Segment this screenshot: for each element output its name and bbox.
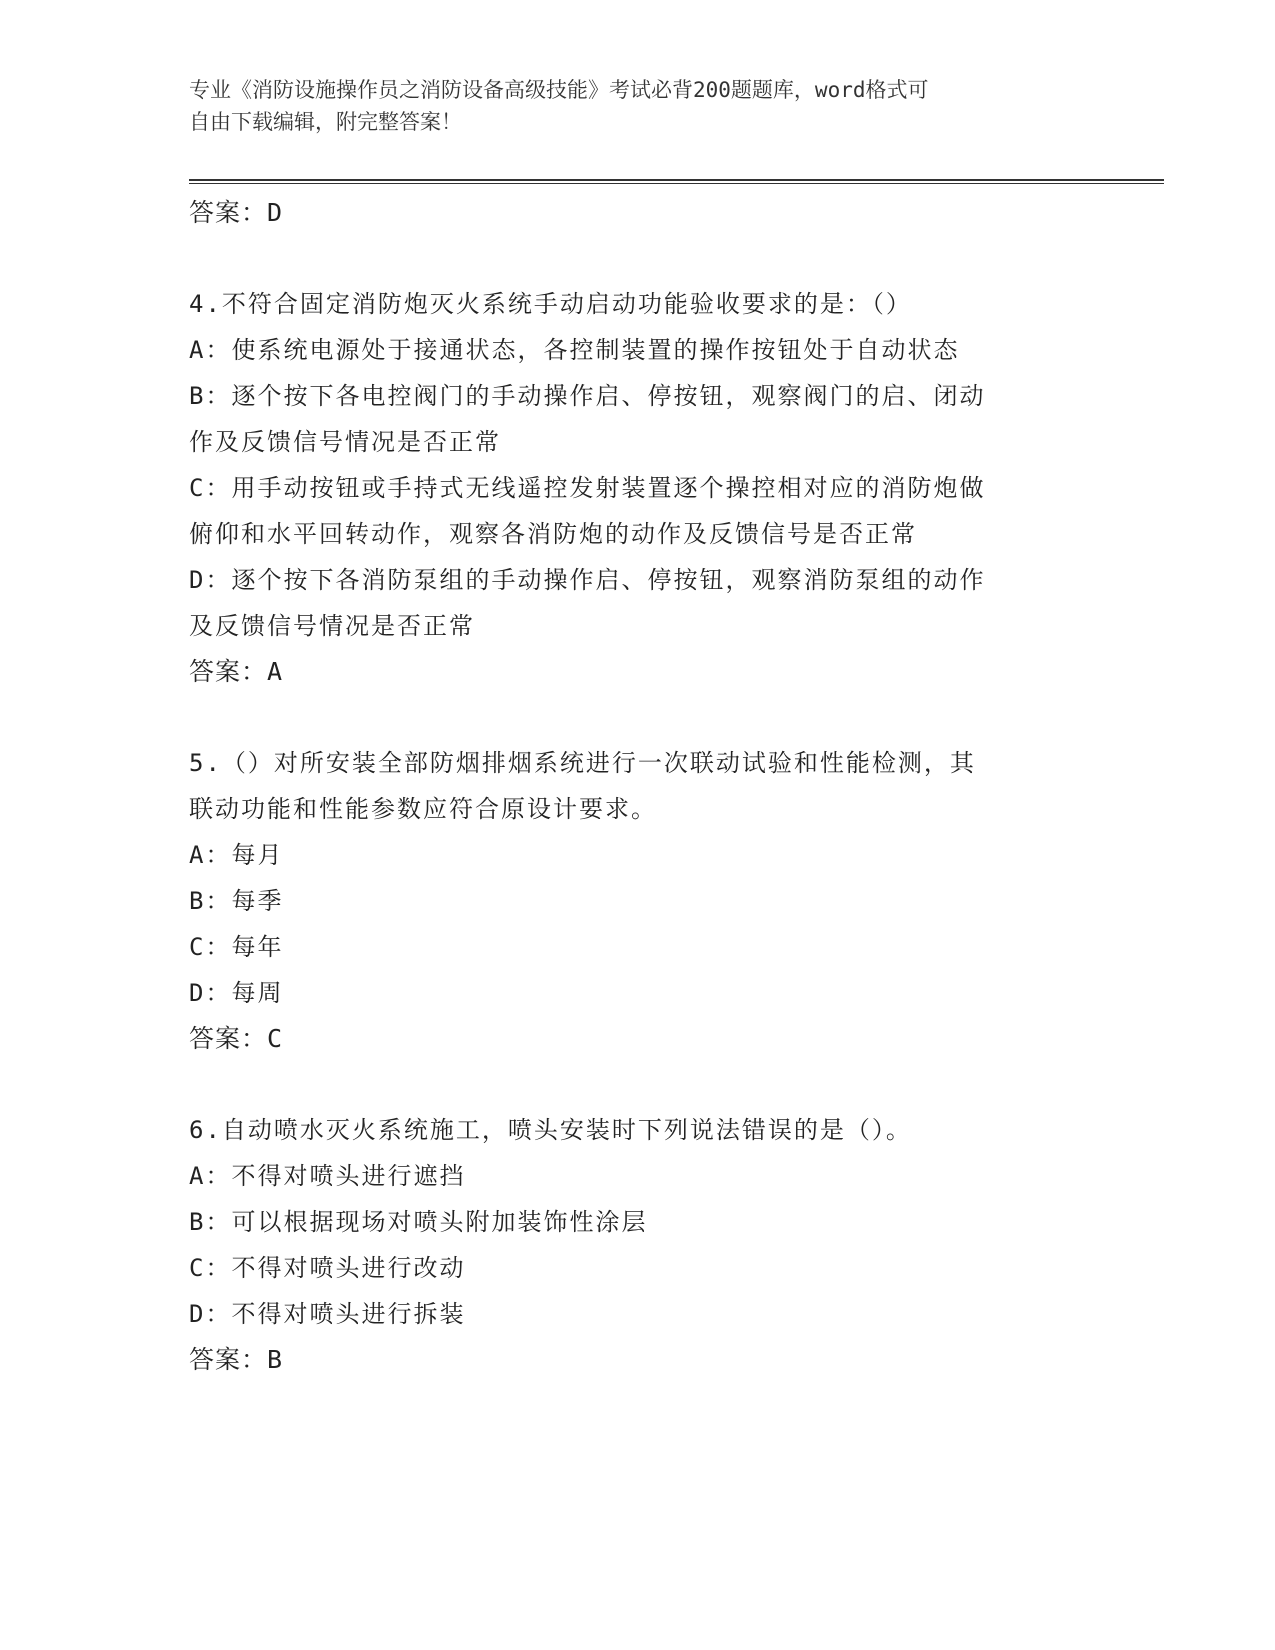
option-d: D：每周: [189, 979, 284, 1007]
option-c-continued: 俯仰和水平回转动作，观察各消防炮的动作及反馈信号是否正常: [189, 520, 917, 548]
option-c: C：用手动按钮或手持式无线遥控发射装置逐个操控相对应的消防炮做: [189, 474, 986, 502]
question-stem-continued: 联动功能和性能参数应符合原设计要求。: [189, 795, 657, 823]
option-d: D：逐个按下各消防泵组的手动操作启、停按钮，观察消防泵组的动作: [189, 566, 986, 594]
option-b: B：逐个按下各电控阀门的手动操作启、停按钮，观察阀门的启、闭动: [189, 382, 986, 410]
header-title-line-1: 专业《消防设施操作员之消防设备高级技能》考试必背200题题库，word格式可: [189, 78, 929, 102]
answer-line: 答案：D: [189, 198, 284, 227]
question-stem: 6.自动喷水灭火系统施工，喷头安装时下列说法错误的是（）。: [189, 1116, 912, 1144]
option-a: A：不得对喷头进行遮挡: [189, 1162, 466, 1190]
question-item: [189, 1107, 1089, 1383]
option-a: A：使系统电源处于接通状态，各控制装置的操作按钮处于自动状态: [189, 336, 960, 364]
question-stem: 4.不符合固定消防炮灭火系统手动启动功能验收要求的是：（）: [189, 290, 912, 318]
option-a: A：每月: [189, 841, 284, 869]
option-d: D：不得对喷头进行拆装: [189, 1300, 466, 1328]
option-b: B：每季: [189, 887, 284, 915]
option-d-continued: 及反馈信号情况是否正常: [189, 612, 475, 640]
question-list: [189, 190, 1089, 1383]
option-b-continued: 作及反馈信号情况是否正常: [189, 428, 501, 456]
header-divider: [189, 179, 1164, 184]
question-item: [189, 281, 1089, 695]
option-b: B：可以根据现场对喷头附加装饰性涂层: [189, 1208, 648, 1236]
spacer: [189, 236, 1089, 281]
page-header: [189, 74, 1069, 138]
answer-line: 答案：C: [189, 1024, 284, 1053]
question-stem: 5.（）对所安装全部防烟排烟系统进行一次联动试验和性能检测，其: [189, 749, 976, 777]
spacer: [189, 695, 1089, 740]
answer-line: 答案：B: [189, 1345, 284, 1374]
header-title-line-2: 自由下载编辑，附完整答案！: [189, 110, 462, 134]
option-c: C：每年: [189, 933, 284, 961]
answer-line: 答案：A: [189, 657, 284, 686]
spacer: [189, 1062, 1089, 1107]
option-c: C：不得对喷头进行改动: [189, 1254, 466, 1282]
question-item: [189, 740, 1089, 1062]
